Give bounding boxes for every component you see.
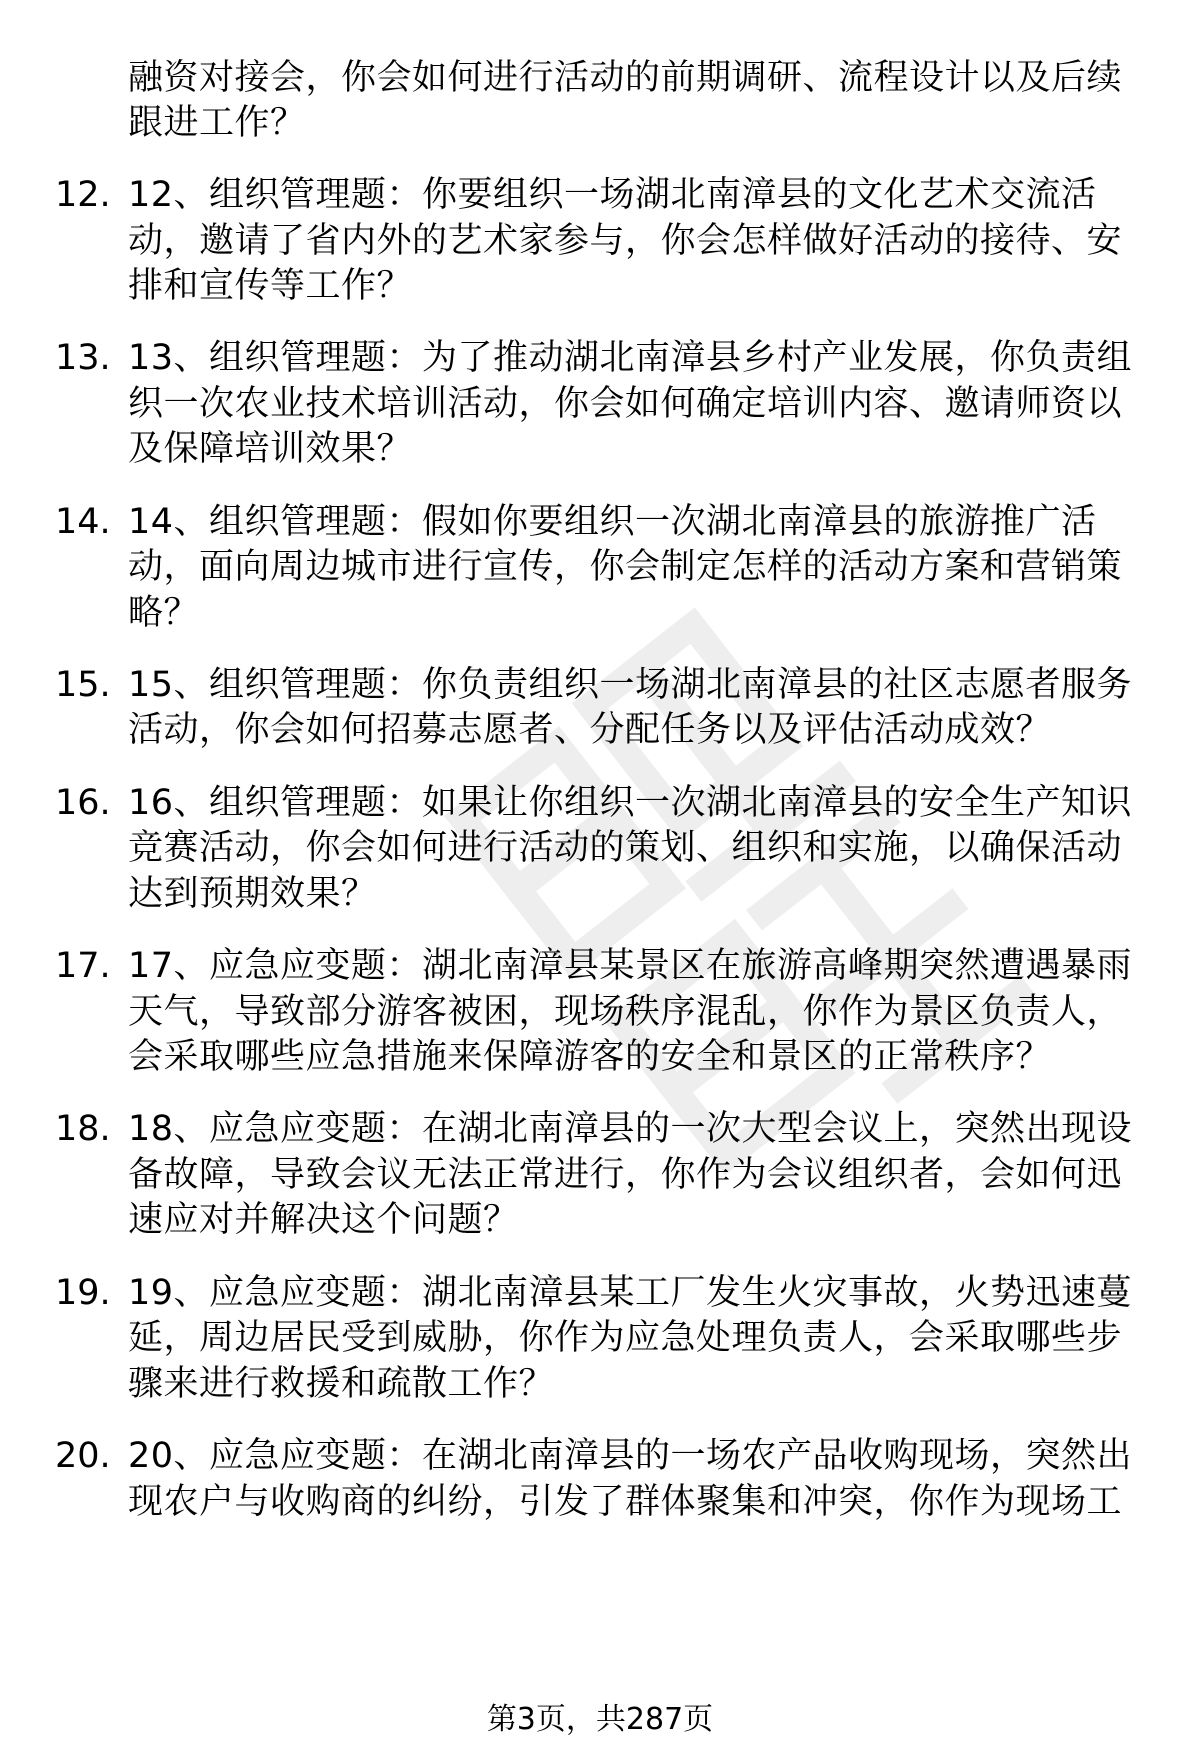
question-line: 19、应急应变题：湖北南漳县某工厂发生火灾事故，火势迅速蔓	[128, 1273, 1133, 1313]
question-line: 16、组织管理题：如果让你组织一次湖北南漳县的安全生产知识	[128, 783, 1133, 823]
page-indicator: 第3页，共287页	[486, 1702, 714, 1737]
question-number: 13.	[55, 338, 111, 378]
question-number: 16.	[55, 783, 111, 823]
intro-line: 跟进工作？	[128, 103, 306, 143]
question-line: 及保障培训效果？	[128, 429, 413, 469]
question-line: 15、组织管理题：你负责组织一场湖北南漳县的社区志愿者服务	[128, 665, 1133, 705]
question-line: 竞赛活动，你会如何进行活动的策划、组织和实施，以确保活动	[128, 828, 1123, 868]
question-line: 备故障，导致会议无法正常进行，你作为会议组织者，会如何迅	[128, 1155, 1123, 1195]
question-line: 动，邀请了省内外的艺术家参与，你会怎样做好活动的接待、安	[128, 221, 1123, 261]
question-number: 14.	[55, 502, 111, 542]
question-line: 现农户与收购商的纠纷，引发了群体聚集和冲突，你作为现场工	[128, 1482, 1123, 1522]
question-line: 速应对并解决这个问题？	[128, 1200, 519, 1240]
question-line: 活动，你会如何招募志愿者、分配任务以及评估活动成效？	[128, 710, 1052, 750]
question-number: 17.	[55, 946, 111, 986]
question-line: 13、组织管理题：为了推动湖北南漳县乡村产业发展，你负责组	[128, 338, 1133, 378]
question-line: 会采取哪些应急措施来保障游客的安全和景区的正常秩序？	[128, 1037, 1052, 1077]
question-line: 17、应急应变题：湖北南漳县某景区在旅游高峰期突然遭遇暴雨	[128, 946, 1133, 986]
intro-line: 融资对接会，你会如何进行活动的前期调研、流程设计以及后续	[128, 58, 1123, 98]
question-line: 动，面向周边城市进行宣传，你会制定怎样的活动方案和营销策	[128, 547, 1123, 587]
question-line: 12、组织管理题：你要组织一场湖北南漳县的文化艺术交流活	[128, 175, 1097, 215]
question-line: 略？	[128, 593, 200, 633]
question-number: 18.	[55, 1109, 111, 1149]
question-line: 20、应急应变题：在湖北南漳县的一场农产品收购现场，突然出	[128, 1436, 1133, 1476]
question-line: 达到预期效果？	[128, 874, 377, 914]
question-number: 12.	[55, 175, 111, 215]
question-number: 15.	[55, 665, 111, 705]
question-line: 14、组织管理题：假如你要组织一次湖北南漳县的旅游推广活	[128, 502, 1097, 542]
question-line: 骤来进行救援和疏散工作？	[128, 1364, 555, 1404]
question-line: 排和宣传等工作？	[128, 266, 413, 306]
question-line: 天气，导致部分游客被困，现场秩序混乱，你作为景区负责人，	[128, 992, 1123, 1032]
question-number: 20.	[55, 1436, 111, 1476]
question-line: 织一次农业技术培训活动，你会如何确定培训内容、邀请师资以	[128, 384, 1123, 424]
question-line: 18、应急应变题：在湖北南漳县的一次大型会议上，突然出现设	[128, 1109, 1133, 1149]
question-line: 延，周边居民受到威胁，你作为应急处理负责人，会采取哪些步	[128, 1318, 1123, 1358]
question-number: 19.	[55, 1273, 111, 1313]
